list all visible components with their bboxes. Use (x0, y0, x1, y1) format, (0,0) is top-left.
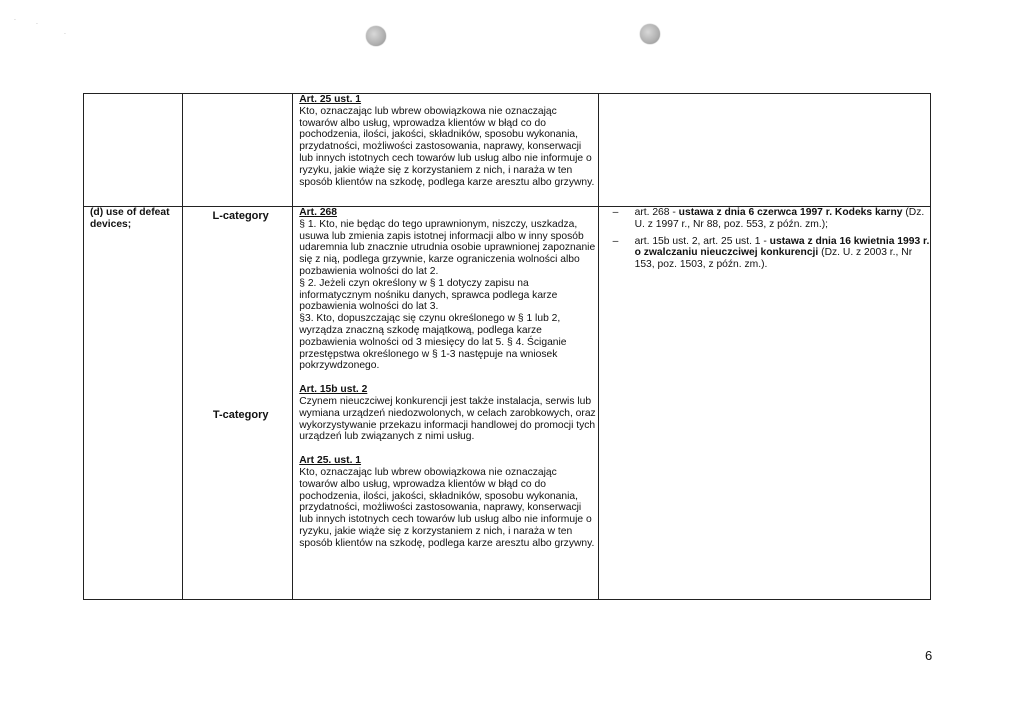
dash-marker: – (612, 207, 619, 218)
art15b-block (299, 384, 597, 443)
regulation-table (83, 93, 931, 600)
article-text: Czynem nieuczciwej konkurencji jest także instalacja, serwis lub wymiana urządzeń niedozwolonych, w celach zarobkowych, oraz wykorzystywanie przekazu informacji handlowej do promocji tych urządzeń lub związanych z nimi usług. (299, 395, 596, 443)
cell-art25-top (293, 94, 598, 207)
reference-post: (Dz. U. z 2003 r., Nr 153, poz. 1503, z późn. zm.). (634, 247, 913, 271)
t-category-label: T-category (212, 409, 269, 421)
punch-hole-right (640, 24, 660, 44)
art25-block (299, 455, 597, 549)
article-heading: Art. 268 (299, 207, 338, 218)
paragraph-1: § 1. Kto, nie będąc do tego uprawnionym, niszczy, uszkadza, usuwa lub zmienia zapis istotnej informacji albo w inny sposób udaremnia lub znacznie utrudnia osobie uprawnionej zapoznanie się z nią, podlega grzywnie, karze ograniczenia wolności albo pozbawienia wolności do lat 2. (299, 218, 596, 277)
page-number: 6 (925, 648, 933, 663)
scan-speck: ˙ (36, 22, 39, 31)
article-text: Kto, oznaczając lub wbrew obowiązkowa nie oznaczając towarów albo usług, wprowadza klientów w błąd co do pochodzenia, ilości, jakości, składników, sposobu wykonania, przydatności, możliwości zastosowania, naprawy, konserwacji lub innych istotnych cech towarów lub usług albo nie informuje o ryzyku, jakie wiąże się z korzystaniem z nich, i naraża w ten sposób klientów na szkodę, podlega karze aresztu albo grzywny. (299, 466, 595, 549)
article-text: Kto, oznaczając lub wbrew obowiązkowa nie oznaczając towarów albo usług, wprowadza klientów w błąd co do pochodzenia, ilości, jakości, składników, sposobu wykonania, przydatności, możliwości zastosowania, naprawy, konserwacji lub innych istotnych cech towarów lub usług albo nie informuje o ryzyku, jakie wiąże się z korzystaniem z nich, i naraża w ten sposób klientów na szkodę, podlega karze aresztu albo grzywny. (299, 105, 595, 188)
cell-category (183, 207, 293, 600)
paragraph-3: §3. Kto, dopuszczając się czynu określonego w § 1 lub 2, wyrządza znaczną szkodę majątkową, podlega karze pozbawienia wolności od 3 miesięcy do lat 5. § 4. Ściganie przestępstwa określonego w § 1-3 następuje na wniosek pokrzywdzonego. (299, 313, 567, 372)
cell-legal-text (293, 207, 598, 600)
article-heading: Art. 25 ust. 1 (299, 94, 362, 105)
reference-post: (Dz. U. z 1997 r., Nr 88, poz. 553, z późn. zm.); (634, 207, 925, 230)
cell-requirement (84, 207, 183, 600)
cell-empty (84, 94, 183, 207)
table-row-top (84, 94, 931, 207)
reference-item (612, 207, 930, 231)
reference-list (605, 207, 930, 271)
reference-item (612, 235, 930, 271)
cell-references (598, 207, 930, 600)
reference-pre: art. 268 - (634, 207, 679, 218)
art268-block (299, 207, 597, 372)
scan-speck: ˙ (64, 32, 67, 41)
reference-act: ustawa z dnia 6 czerwca 1997 r. Kodeks karny (678, 207, 903, 218)
scan-speck: ˙ (14, 18, 17, 27)
reference-act: ustawa z dnia 16 kwietnia 1993 r. o zwalczaniu nieuczciwej konkurencji (634, 235, 930, 259)
l-category-label: L-category (212, 210, 269, 222)
requirement-label: (d) use of defeat devices; (90, 207, 170, 230)
article-heading: Art 25. ust. 1 (299, 455, 362, 467)
cell-empty (183, 94, 293, 207)
dash-marker: – (612, 235, 619, 247)
paragraph-2: § 2. Jeżeli czyn określony w § 1 dotyczy zapisu na informatycznym nośniku danych, sprawca podlega karze pozbawienia wolności do lat 3. (299, 277, 558, 313)
reference-pre: art. 15b ust. 2, art. 25 ust. 1 - (634, 235, 770, 247)
cell-empty (598, 94, 930, 207)
category-column (189, 207, 292, 587)
punch-hole-left (366, 26, 386, 46)
article-heading: Art. 15b ust. 2 (299, 384, 368, 396)
table-row-defeat-devices (84, 207, 931, 600)
